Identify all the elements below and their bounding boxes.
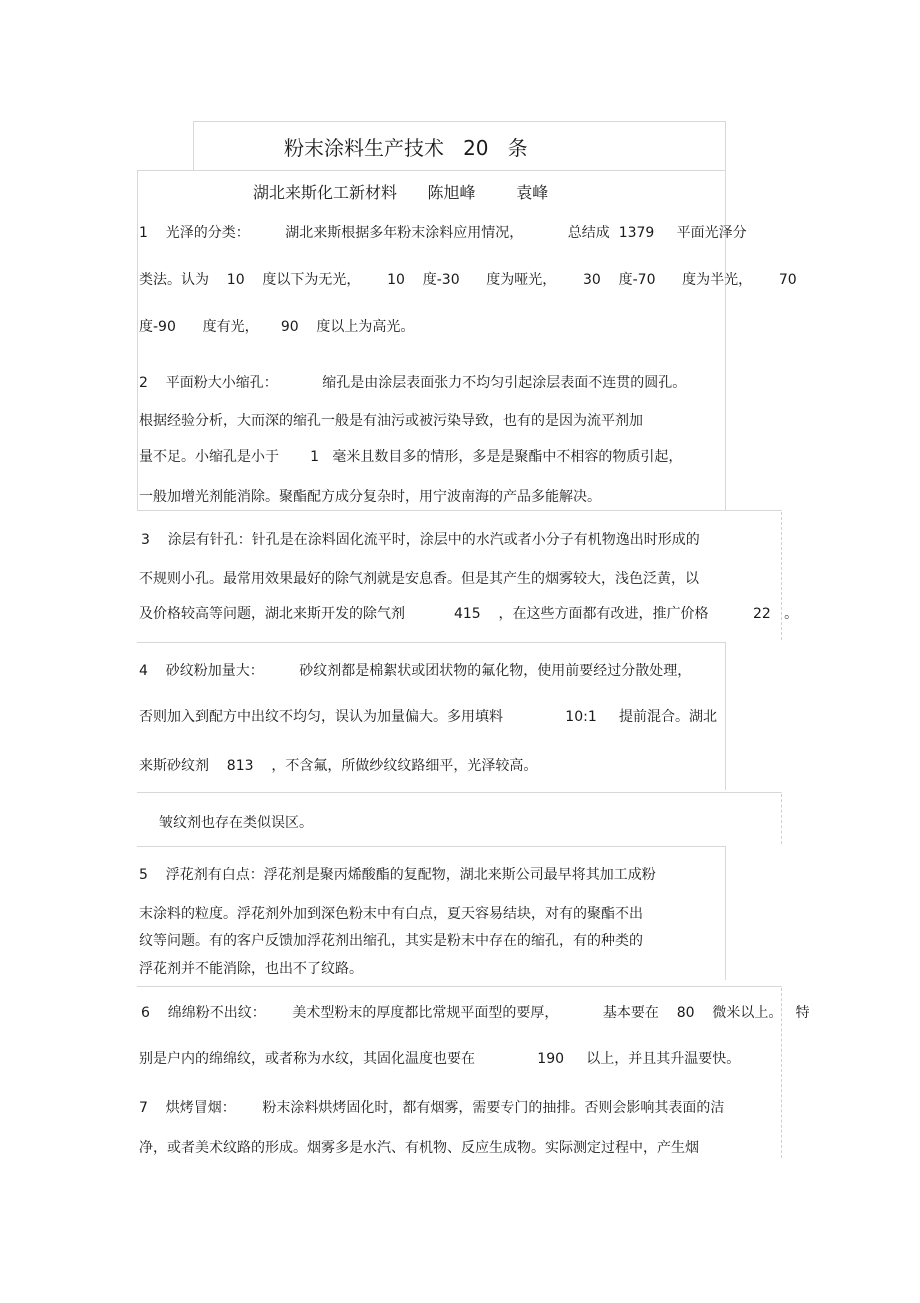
text-line: 量不足。小缩孔是小于 1 毫米且数目多的情形，多是是聚酯中不相容的物质引起， bbox=[139, 449, 683, 465]
rule-line bbox=[193, 121, 194, 171]
rule-line bbox=[193, 121, 726, 122]
text-line: 纹等问题。有的客户反馈加浮花剂出缩孔，其实是粉末中存在的缩孔，有的种类的 bbox=[139, 933, 643, 949]
rule-line bbox=[781, 794, 782, 844]
text-line: 别是户内的绵绵纹，或者称为水纹，其固化温度也要在 190 以上，并且其升温要快。 bbox=[139, 1051, 741, 1067]
text-line: 类法。认为 10 度以下为无光， 10 度-30 度为哑光， 30 度-70 度为半光， 70 bbox=[139, 272, 797, 288]
text-line: 3 涂层有针孔：针孔是在涂料固化流平时，涂层中的水汽或者小分子有机物逸出时形成的 bbox=[141, 532, 700, 548]
text-line: 否则加入到配方中出纹不均匀，误认为加量偏大。多用填料 10:1 提前混合。湖北 bbox=[139, 709, 717, 725]
text-line: 7 烘烤冒烟： 粉末涂料烘烤固化时，都有烟雾，需要专门的抽排。否则会影响其表面的洁 bbox=[139, 1100, 725, 1116]
author-line: 湖北来斯化工新材料 陈旭峰 袁峰 bbox=[253, 183, 549, 202]
rule-line bbox=[725, 170, 726, 510]
text-line: 根据经验分析，大而深的缩孔一般是有油污或被污染导致，也有的是因为流平剂加 bbox=[139, 413, 643, 429]
rule-line bbox=[725, 846, 726, 980]
rule-line bbox=[725, 642, 726, 790]
text-line: 来斯砂纹剂 813 ，不含氟，所做纱纹纹路细平，光泽较高。 bbox=[139, 758, 538, 774]
text-line: 4 砂纹粉加量大： 砂纹剂都是棉絮状或团状物的氟化物，使用前要经过分散处理， bbox=[139, 663, 692, 679]
text-line: 一般加增光剂能消除。聚酯配方成分复杂时，用宁波南海的产品多能解决。 bbox=[139, 489, 601, 505]
text-line: 度-90 度有光， 90 度以上为高光。 bbox=[139, 319, 415, 335]
text-line: 及价格较高等问题，湖北来斯开发的除气剂 415 ，在这些方面都有改进，推广价格 22 。 bbox=[139, 606, 799, 622]
text-line: 2 平面粉大小缩孔： 缩孔是由涂层表面张力不均匀引起涂层表面不连贯的圆孔。 bbox=[139, 375, 687, 391]
rule-line bbox=[137, 170, 138, 510]
text-line: 1 光泽的分类： 湖北来斯根据多年粉末涂料应用情况， 总结成 1379 平面光泽分 bbox=[139, 225, 747, 241]
rule-line bbox=[137, 986, 782, 987]
text-line: 净，或者美术纹路的形成。烟雾多是水汽、有机物、反应生成物。实际测定过程中，产生烟 bbox=[139, 1140, 699, 1156]
text-line: 不规则小孔。最常用效果最好的除气剂就是安息香。但是其产生的烟雾较大，浅色泛黄，以 bbox=[139, 571, 699, 587]
rule-line bbox=[725, 121, 726, 171]
text-line: 浮花剂并不能消除，也出不了纹路。 bbox=[139, 961, 363, 977]
text-line: 5 浮花剂有白点：浮花剂是聚丙烯酸酯的复配物，湖北来斯公司最早将其加工成粉 bbox=[139, 867, 656, 883]
rule-line bbox=[137, 792, 782, 793]
rule-line bbox=[137, 510, 782, 511]
document-title: 粉末涂料生产技术 20 条 bbox=[284, 136, 528, 160]
text-line: 6 绵绵粉不出纹： 美术型粉末的厚度都比常规平面型的要厚， 基本要在 80 微米以上。 特 bbox=[141, 1005, 810, 1021]
text-line: 皱纹剂也存在类似误区。 bbox=[159, 815, 313, 831]
rule-line bbox=[137, 846, 726, 847]
rule-line bbox=[137, 642, 726, 643]
text-line: 末涂料的粒度。浮花剂外加到深色粉末中有白点，夏天容易结块，对有的聚酯不出 bbox=[139, 906, 643, 922]
rule-line bbox=[137, 170, 726, 171]
